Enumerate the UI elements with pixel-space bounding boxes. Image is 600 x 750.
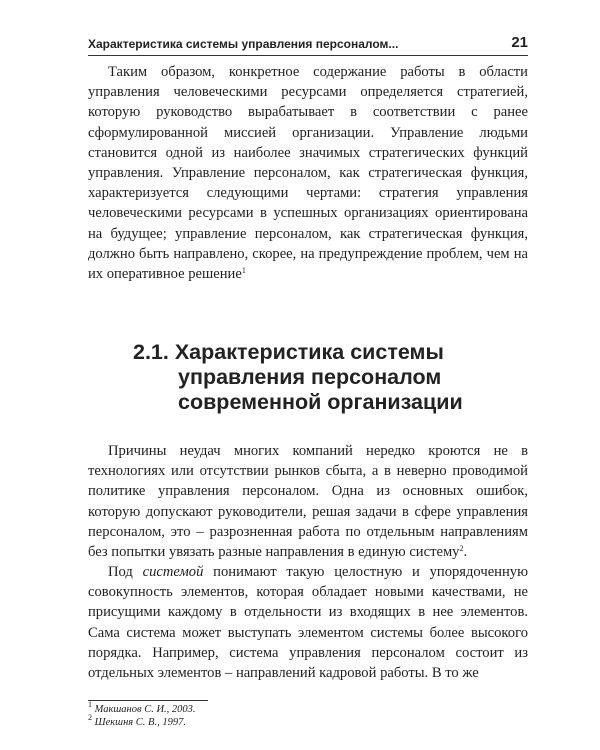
- footnote-1: [88, 700, 196, 717]
- section-heading-line-2: управления персоналом: [178, 365, 442, 389]
- footnote-2: [88, 712, 196, 730]
- book-page: [88, 0, 528, 750]
- section-heading: [133, 340, 533, 415]
- paragraph-system-after: понимают такую целостную и упорядоченную совокупность элементов, которая обладает новыми качествами, не присущими каждому в отдельности из входящих в нее элементов. Сама система может выступать элементом системы более высокого порядка. Например, система управления персоналом состоит из отдельных элементов – направлений кадровой работы. В то же: [88, 564, 528, 682]
- footnote-divider: [88, 700, 208, 701]
- paragraph-failures-text: Причины неудач многих компаний нередко кроются не в технологиях или отсутствии рынков сбыта, а в неверно проводимой политике управления персоналом. Одна из основных ошибок, которую допускают руководители, решая задачи в сфере управления персоналом, это – разрозненная работа по отдельным направлениям без попытки увязать разные направления в единую систему: [88, 443, 528, 561]
- section-heading-line-1: 2.1. Характеристика системы: [133, 340, 444, 364]
- footnote-2-text: Шекшня С. В., 1997.: [94, 716, 186, 728]
- footnote-1-text: Макшанов С. И., 2003.: [94, 704, 196, 715]
- emphasis-system: системой: [142, 564, 204, 580]
- footnote-1-mark: 1: [88, 700, 92, 709]
- paragraph-failures: Причины неудач многих компаний нередко кроются не в технологиях или отсутствии рынков сбыта, а в неверно проводимой политике управления персоналом. Одна из основных ошибок, которую допускают руководители, решая задачи в сфере управления персоналом, это – разрозненная работа по отдельным направлениям без попытки увязать разные направления в единую систему$^2$.: [88, 443, 528, 561]
- paragraph-system-before: Под: [108, 564, 143, 580]
- footnote-ref-1[interactable]: 1: [241, 266, 246, 276]
- page-number: 21: [511, 34, 528, 51]
- paragraph-system-definition: [88, 562, 528, 683]
- running-header: [88, 34, 528, 56]
- running-header-title: Характеристика системы управления персоналом...: [88, 37, 399, 51]
- footnotes: [88, 700, 196, 729]
- footnote-ref-2[interactable]: 2: [459, 544, 464, 554]
- footnote-2-mark: 2: [88, 712, 92, 722]
- paragraph-strategy: [88, 62, 528, 284]
- section-heading-line-3: современной организации: [178, 390, 463, 414]
- paragraph-strategy-text: Таким образом, конкретное содержание работы в области управления человеческими ресурсами определяется стратегией, которую руководство вырабатывает в соответствии с ранее сформулированной миссией организации. Управление людьми становится одной из наиболее значимых стратегических функций управления. Управление персоналом, как стратегическая функция, характеризуется следующими чертами: стратегия управления человеческими ресурсами в успешных организациях ориентирована на будущее; управление персоналом, как стратегическая функция, должно быть направлено, скорее, на предупреждение проблем, чем на их оперативное решение: [88, 64, 528, 283]
